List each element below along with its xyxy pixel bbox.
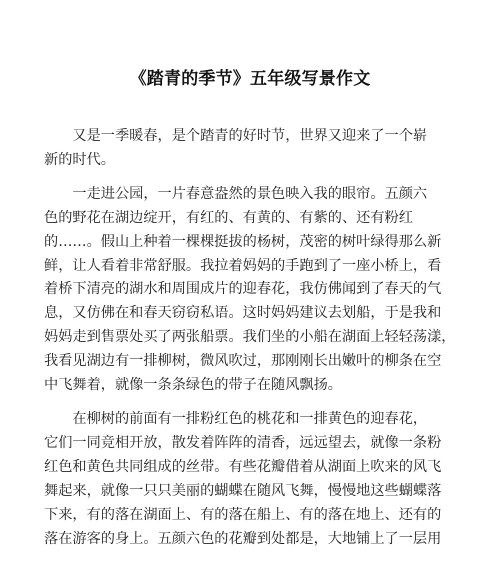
paragraph-line: 色的野花在湖边绽开，有红的、有黄的、有紫的、还有粉红 (44, 209, 413, 226)
paragraph-line: 红色和黄色共同组成的丝带。有些花瓣借着从湖面上吹来的风飞 (44, 458, 442, 475)
paragraph-2 (44, 183, 460, 398)
paragraph-line: 着桥下清亮的湖水和周围成片的迎春花，我仿佛闻到了春天的气 (44, 281, 442, 298)
paragraph-line: 一走进公园，一片春意盎然的景色映入我的眼帘。五颜六 (44, 185, 428, 202)
paragraph-line: 的……。假山上种着一棵棵挺拔的杨树，茂密的树叶绿得那么新 (44, 233, 442, 250)
paragraph-line: 它们一同竞相开放，散发着阵阵的清香，远远望去，就像一条粉 (44, 434, 442, 451)
paragraph-line: 又是一季暖春，是个踏青的好时节，世界又迎来了一个崭 (44, 128, 428, 144)
paragraph-line: 下来，有的落在湖面上、有的落在船上、有的落在地上、还有的 (44, 506, 442, 523)
paragraph-3 (44, 408, 460, 551)
paragraph-line: 息，又仿佛在和春天窃窃私语。这时妈妈建议去划船，于是我和 (44, 305, 442, 322)
paragraph-line: 落在游客的身上。五颜六色的花瓣到处都是，大地铺上了一层用 (44, 530, 442, 547)
paragraph-line: 中飞舞着，就像一条条绿色的带子在随风飘扬。 (44, 377, 342, 394)
document-title: 《踏青的季节》五年级写景作文 (129, 69, 371, 89)
document-body (44, 125, 460, 551)
paragraph-1 (44, 125, 460, 173)
paragraph-line: 在柳树的前面有一排粉红色的桃花和一排黄色的迎春花， (44, 410, 428, 427)
paragraph-line: 妈妈走到售票处买了两张船票。我们坐的小船在湖面上轻轻荡漾， (44, 329, 456, 346)
paragraph-line: 我看见湖边有一排柳树，微风吹过，那刚刚长出嫩叶的柳条在空 (44, 353, 442, 370)
paragraph-line: 新的时代。 (44, 151, 115, 168)
paragraph-line: 鲜，让人看着非常舒服。我拉着妈妈的手跑到了一座小桥上，看 (44, 257, 442, 274)
paragraph-line: 舞起来，就像一只只美丽的蝴蝶在随风飞舞，慢慢地这些蝴蝶落 (44, 482, 442, 499)
